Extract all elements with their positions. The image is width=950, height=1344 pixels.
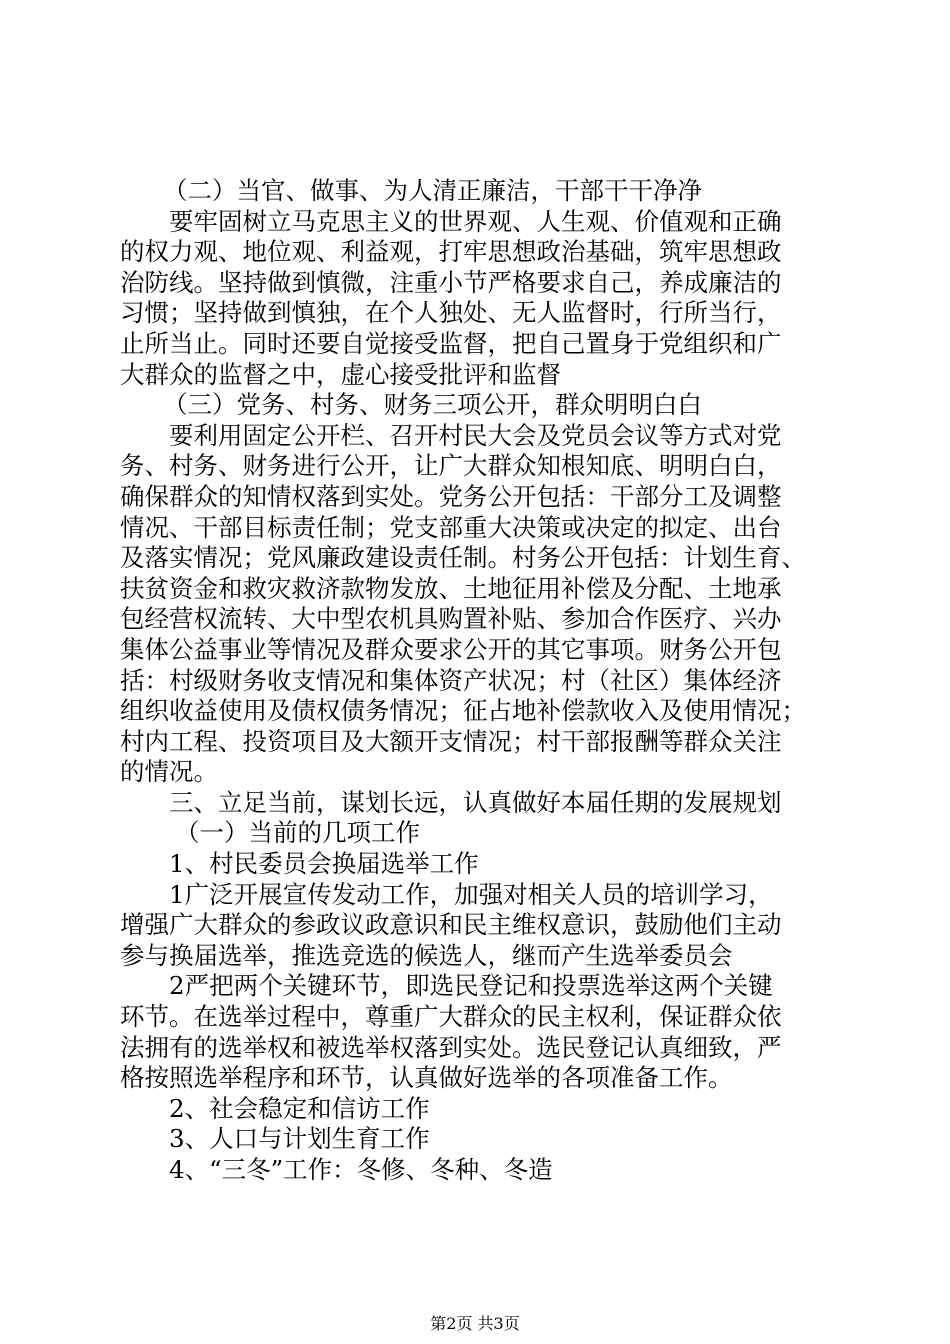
paragraph-line: 扶贫资金和救灾救济款物发放、土地征用补偿及分配、土地承 <box>120 573 782 603</box>
paragraph-line: 环节。在选举过程中，尊重广大群众的民主权利，保证群众依 <box>120 1002 782 1032</box>
paragraph-line: 村内工程、投资项目及大额开支情况；村干部报酬等群众关注 <box>120 726 782 756</box>
section-heading: 三、立足当前，谋划长远，认真做好本届任期的发展规划 <box>169 787 782 817</box>
paragraph-line: 习惯；坚持做到慎独，在个人独处、无人监督时，行所当行， <box>120 298 782 328</box>
paragraph-line: 参与换届选举，推选竞选的候选人，继而产生选举委员会 <box>120 940 733 970</box>
paragraph-line: 确保群众的知情权落到实处。党务公开包括：干部分工及调整 <box>120 481 782 511</box>
document-body <box>120 176 832 1186</box>
paragraph-line: 格按照选举程序和环节，认真做好选举的各项准备工作。 <box>120 1063 733 1093</box>
item-heading: 1、村民委员会换届选举工作 <box>169 849 479 879</box>
paragraph-line: 2严把两个关键环节，即选民登记和投票选举这两个关键 <box>169 971 773 1001</box>
item-heading: 3、人口与计划生育工作 <box>169 1124 430 1154</box>
page-footer: 第2页 共3页 <box>430 1314 520 1333</box>
paragraph-line: 1广泛开展宣传发动工作，加强对相关人员的培训学习， <box>169 879 773 909</box>
paragraph-line: 的权力观、地位观、利益观，打牢思想政治基础，筑牢思想政 <box>120 237 782 267</box>
paragraph-line: 务、村务、财务进行公开，让广大群众知根知底、明明白白， <box>120 451 782 481</box>
paragraph-line: 的情况。 <box>120 757 218 787</box>
paragraph-line: 集体公益事业等情况及群众要求公开的其它事项。财务公开包 <box>120 634 782 664</box>
paragraph-line: 要利用固定公开栏、召开村民大会及党员会议等方式对党 <box>169 420 782 450</box>
paragraph-line: 大群众的监督之中，虚心接受批评和监督 <box>120 359 561 389</box>
paragraph-line: 要牢固树立马克思主义的世界观、人生观、价值观和正确 <box>169 206 782 236</box>
paragraph-line: 组织收益使用及债权债务情况；征占地补偿款收入及使用情况； <box>120 696 806 726</box>
subsection-heading: （一）当前的几项工作 <box>175 818 420 848</box>
item-heading: 4、“三冬”工作：冬修、冬种、冬造 <box>169 1155 553 1184</box>
paragraph-line: 治防线。坚持做到慎微，注重小节严格要求自己，养成廉洁的 <box>120 267 782 297</box>
paragraph-line: 止所当止。同时还要自觉接受监督，把自己置身于党组织和广 <box>120 328 782 358</box>
paragraph-line: 法拥有的选举权和被选举权落到实处。选民登记认真细致，严 <box>120 1032 782 1062</box>
paragraph-line: 括：村级财务收支情况和集体资产状况；村（社区）集体经济 <box>120 665 782 695</box>
paragraph-line: 增强广大群众的参政议政意识和民主维权意识，鼓励他们主动 <box>120 910 782 940</box>
paragraph-line: 包经营权流转、大中型农机具购置补贴、参加合作医疗、兴办 <box>120 604 782 634</box>
paragraph-line: 情况、干部目标责任制；党支部重大决策或决定的拟定、出台 <box>120 512 782 542</box>
item-heading: 2、社会稳定和信访工作 <box>169 1093 430 1123</box>
section-heading: （二）当官、做事、为人清正廉洁，干部干干净净 <box>163 176 702 205</box>
section-heading: （三）党务、村务、财务三项公开，群众明明白白 <box>163 390 702 420</box>
paragraph-line: 及落实情况；党风廉政建设责任制。村务公开包括：计划生育、 <box>120 543 806 573</box>
